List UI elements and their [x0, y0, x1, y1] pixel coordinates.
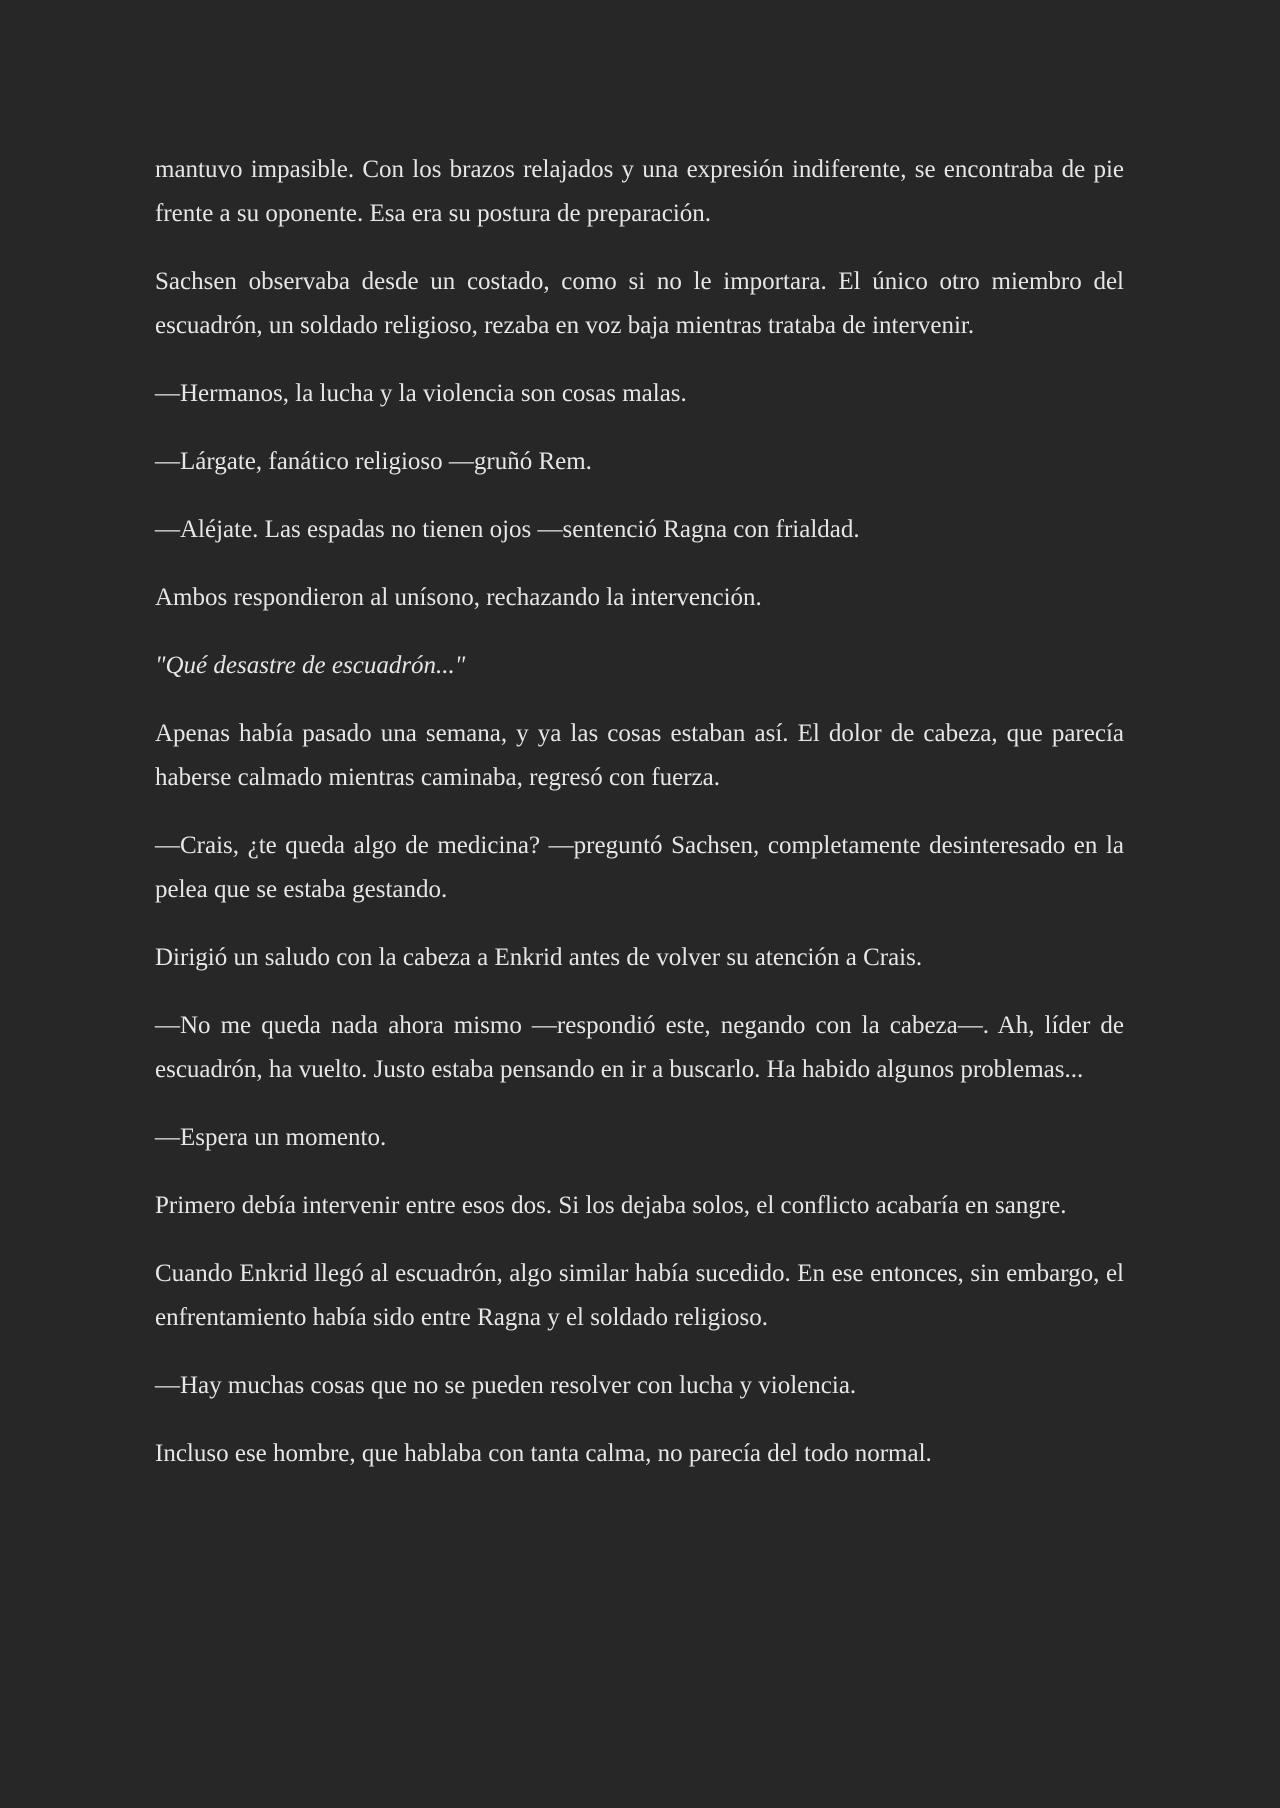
paragraph: mantuvo impasible. Con los brazos relajados y una expresión indiferente, se encontraba de pie frente a su oponente. Esa era su postura de preparación. [155, 156, 1124, 227]
dialogue-line: —Crais, ¿te queda algo de medicina? —preguntó Sachsen, completamente desinteresado en la pelea que se estaba gestando. [155, 832, 1124, 903]
paragraph: Incluso ese hombre, que hablaba con tanta calma, no parecía del todo normal. [155, 1440, 932, 1467]
dialogue-line: —Hay muchas cosas que no se pueden resolver con lucha y violencia. [155, 1372, 857, 1399]
inner-thought: "Qué desastre de escuadrón..." [155, 652, 466, 679]
dialogue-line: —Hermanos, la lucha y la violencia son cosas malas. [155, 380, 687, 407]
paragraph: Cuando Enkrid llegó al escuadrón, algo similar había sucedido. En ese entonces, sin embargo, el enfrentamiento había sido entre Ragna y el soldado religioso. [155, 1260, 1124, 1331]
dialogue-line: —Espera un momento. [155, 1124, 387, 1151]
dialogue-line: —Aléjate. Las espadas no tienen ojos —sentenció Ragna con frialdad. [155, 516, 860, 543]
dialogue-line: —No me queda nada ahora mismo —respondió este, negando con la cabeza—. Ah, líder de escuadrón, ha vuelto. Justo estaba pensando en ir a buscarlo. Ha habido algunos problemas... [155, 1012, 1124, 1083]
paragraph: Dirigió un saludo con la cabeza a Enkrid antes de volver su atención a Crais. [155, 944, 923, 971]
dialogue-line: —Lárgate, fanático religioso —gruñó Rem. [155, 448, 592, 475]
paragraph: Apenas había pasado una semana, y ya las cosas estaban así. El dolor de cabeza, que parecía haberse calmado mientras caminaba, regresó con fuerza. [155, 720, 1124, 791]
paragraph: Primero debía intervenir entre esos dos. Si los dejaba solos, el conflicto acabaría en sangre. [155, 1192, 1067, 1219]
text-column [155, 148, 1124, 1476]
paragraph: Sachsen observaba desde un costado, como si no le importara. El único otro miembro del escuadrón, un soldado religioso, rezaba en voz baja mientras trataba de intervenir. [155, 268, 1124, 339]
paragraph: Ambos respondieron al unísono, rechazando la intervención. [155, 584, 762, 611]
